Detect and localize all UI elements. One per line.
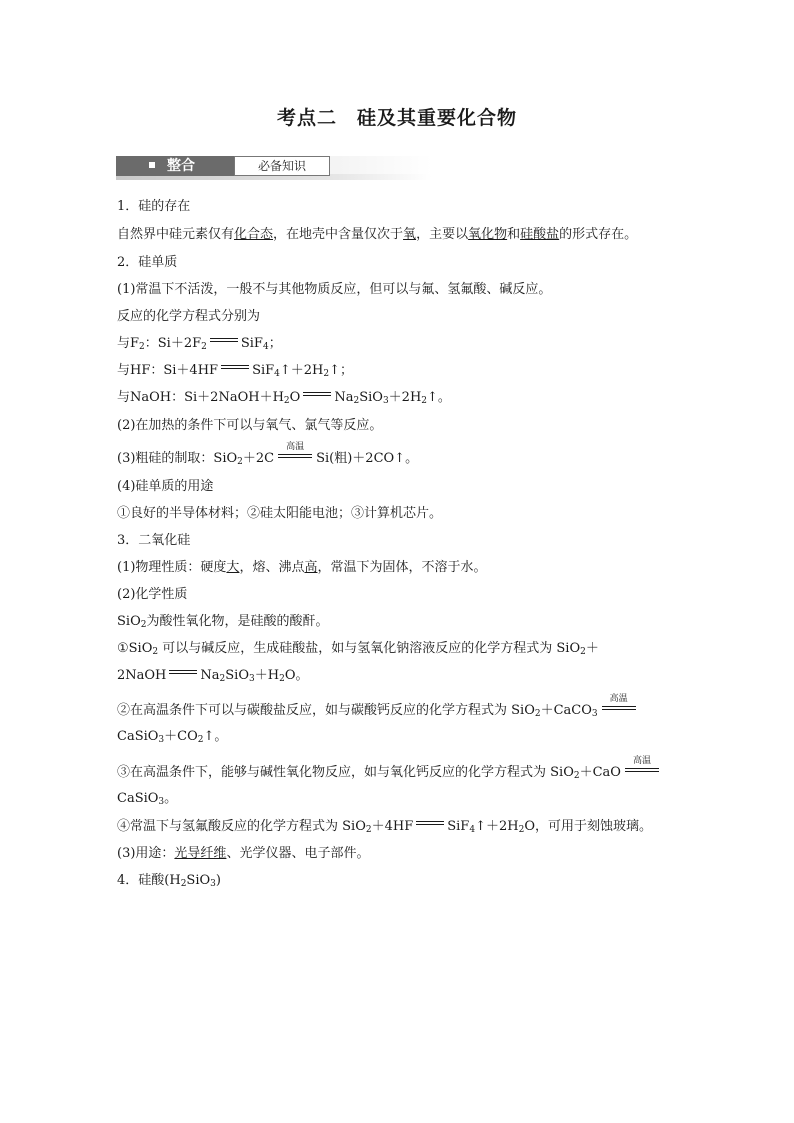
paragraph: 反应的化学方程式分别为 bbox=[117, 309, 261, 324]
section-3-heading: 3．二氧化硅 bbox=[117, 533, 191, 548]
equation-f2: 与$F_2$：$Si+2F_2$ SiF$_4$； bbox=[117, 336, 282, 352]
section-banner bbox=[116, 156, 432, 180]
equation-sio2-naoh: 2NaOH $Na_2SiO_3+H_2O$。 bbox=[117, 668, 309, 684]
banner-dark-tab: 整合 bbox=[116, 156, 234, 176]
section-1-text: 自然界中硅元素仅有化合态，在地壳中含量仅次于氧，主要以氧化物和硅酸盐的形式存在。 bbox=[117, 227, 638, 242]
paragraph: ①SiO$_2$ 可以与碱反应，生成硅酸盐，如与氢氧化钠溶液反应的化学方程式为 SiO$_2$＋ bbox=[117, 641, 599, 657]
paragraph: $CaSiO_3+CO_2↑$。 bbox=[117, 729, 228, 745]
section-4-heading: 4．硅酸$(H_2SiO_3)$ bbox=[117, 873, 221, 889]
paragraph: (2)化学性质 bbox=[117, 587, 188, 602]
paragraph: (1)常温下不活泼，一般不与其他物质反应，但可以与氟、氢氟酸、碱反应。 bbox=[117, 282, 552, 297]
paragraph: (3)用途：光导纤维、光学仪器、电子部件。 bbox=[117, 846, 370, 861]
paragraph: ④常温下与氢氟酸反应的化学方程式为 SiO$_2$＋4HF $SiF_4↑+2H_2O$，可用于刻蚀玻璃。 bbox=[117, 819, 652, 835]
paragraph: ②在高温条件下可以与碳酸盐反应，如与碳酸钙反应的化学方程式为 SiO$_2$＋CaCO$_3$ 高温 bbox=[117, 700, 640, 719]
banner-light-tab: 必备知识 bbox=[234, 156, 330, 176]
page-title: 考点二 硅及其重要化合物 bbox=[276, 107, 517, 129]
paragraph: SiO$_2$为酸性氧化物，是硅酸的酸酐。 bbox=[117, 614, 329, 630]
paragraph: ①良好的半导体材料；②硅太阳能电池；③计算机芯片。 bbox=[117, 506, 443, 521]
paragraph: CaSiO$_3$。 bbox=[117, 791, 178, 807]
equation-hf: 与HF：Si＋4HF $SiF_4↑+2H_2↑$； bbox=[117, 363, 354, 379]
paragraph: (1)物理性质：硬度大，熔、沸点高，常温下为固体，不溶于水。 bbox=[117, 560, 487, 575]
paragraph: (2)在加热的条件下可以与氧气、氯气等反应。 bbox=[117, 418, 383, 433]
square-bullet-icon bbox=[149, 162, 155, 168]
section-1-heading: 1．硅的存在 bbox=[117, 199, 191, 214]
paragraph: ③在高温条件下，能够与碱性氧化物反应，如与氧化钙反应的化学方程式为 SiO$_2$＋CaO 高温 bbox=[117, 762, 663, 781]
section-2-heading: 2．硅单质 bbox=[117, 255, 178, 270]
equation-crude-silicon: (3)粗硅的制取：SiO$_2$＋2C 高温 Si(粗)＋2CO↑。 bbox=[117, 442, 419, 467]
equation-naoh: 与NaOH：$Si+2NaOH+H_2O$ $Na_2SiO_3+2H_2↑$。 bbox=[117, 390, 451, 406]
paragraph: (4)硅单质的用途 bbox=[117, 479, 214, 494]
